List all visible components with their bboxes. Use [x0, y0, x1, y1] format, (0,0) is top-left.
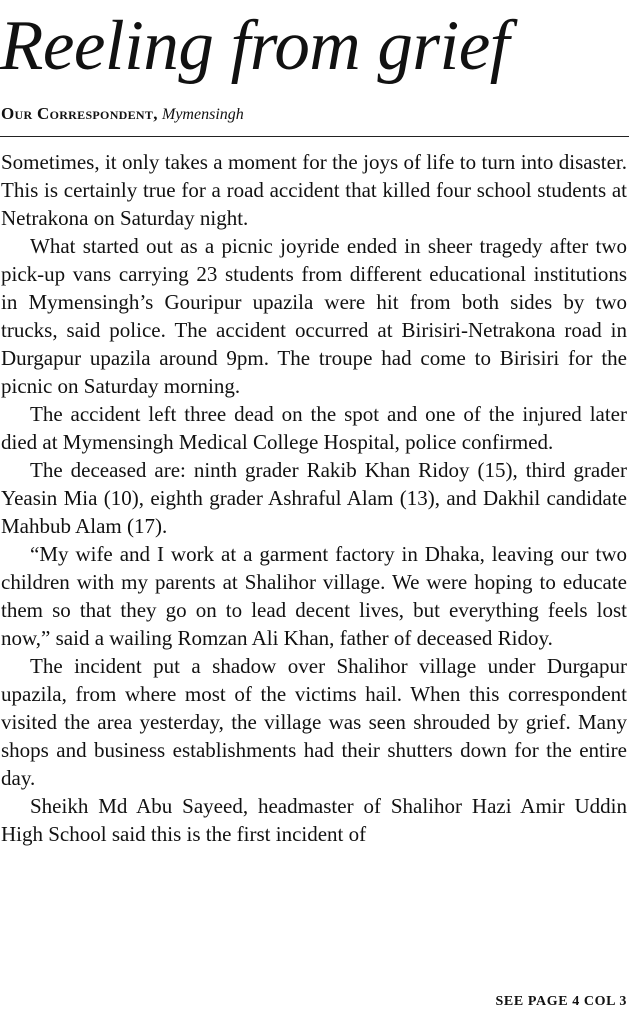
article-paragraph-5: “My wife and I work at a garment factory in Dhaka, leaving our two children with my parents at Shalihor village. We were hoping to educate them so that they go on to lead decent lives, but everything feels lost now,” said a wailing Romzan Ali Khan, father of deceased Ridoy.	[1, 542, 627, 650]
byline-author: Our Correspondent,	[1, 104, 158, 123]
article-paragraph-1: Sometimes, it only takes a moment for the joys of life to turn into disaster. This is certainly true for a road accident that killed four school students at Netrakona on Saturday night.	[1, 150, 627, 230]
article-paragraph-3: The accident left three dead on the spot and one of the injured later died at Mymensingh Medical College Hospital, police confirmed.	[1, 402, 627, 454]
byline-location: Mymensingh	[162, 106, 244, 123]
article-paragraph-6: The incident put a shadow over Shalihor village under Durgapur upazila, from where most of the victims hail. When this correspondent visited the area yesterday, the village was seen shrouded by grief. Many shops and business establishments had their shutters down for the entire day.	[1, 654, 627, 790]
headline-divider	[0, 136, 629, 137]
article-paragraph-2: What started out as a picnic joyride ended in sheer tragedy after two pick-up vans carrying 23 students from different educational institutions in Mymensingh’s Gouripur upazila were hit from both sides by two trucks, said police. The accident occurred at Birisiri-Netrakona road in Durgapur upazila around 9pm. The troupe had come to Birisiri for the picnic on Saturday morning.	[1, 234, 627, 398]
article-paragraph-7: Sheikh Md Abu Sayeed, headmaster of Shalihor Hazi Amir Uddin High School said this is the first incident of	[1, 794, 627, 846]
article-body	[1, 148, 627, 848]
continuation-reference: SEE PAGE 4 COL 3	[495, 994, 627, 1009]
article-paragraph-4: The deceased are: ninth grader Rakib Khan Ridoy (15), third grader Yeasin Mia (10), eighth grader Ashraful Alam (13), and Dakhil candidate Mahbub Alam (17).	[1, 458, 627, 538]
headline: Reeling from grief	[0, 7, 509, 85]
byline	[1, 103, 244, 126]
